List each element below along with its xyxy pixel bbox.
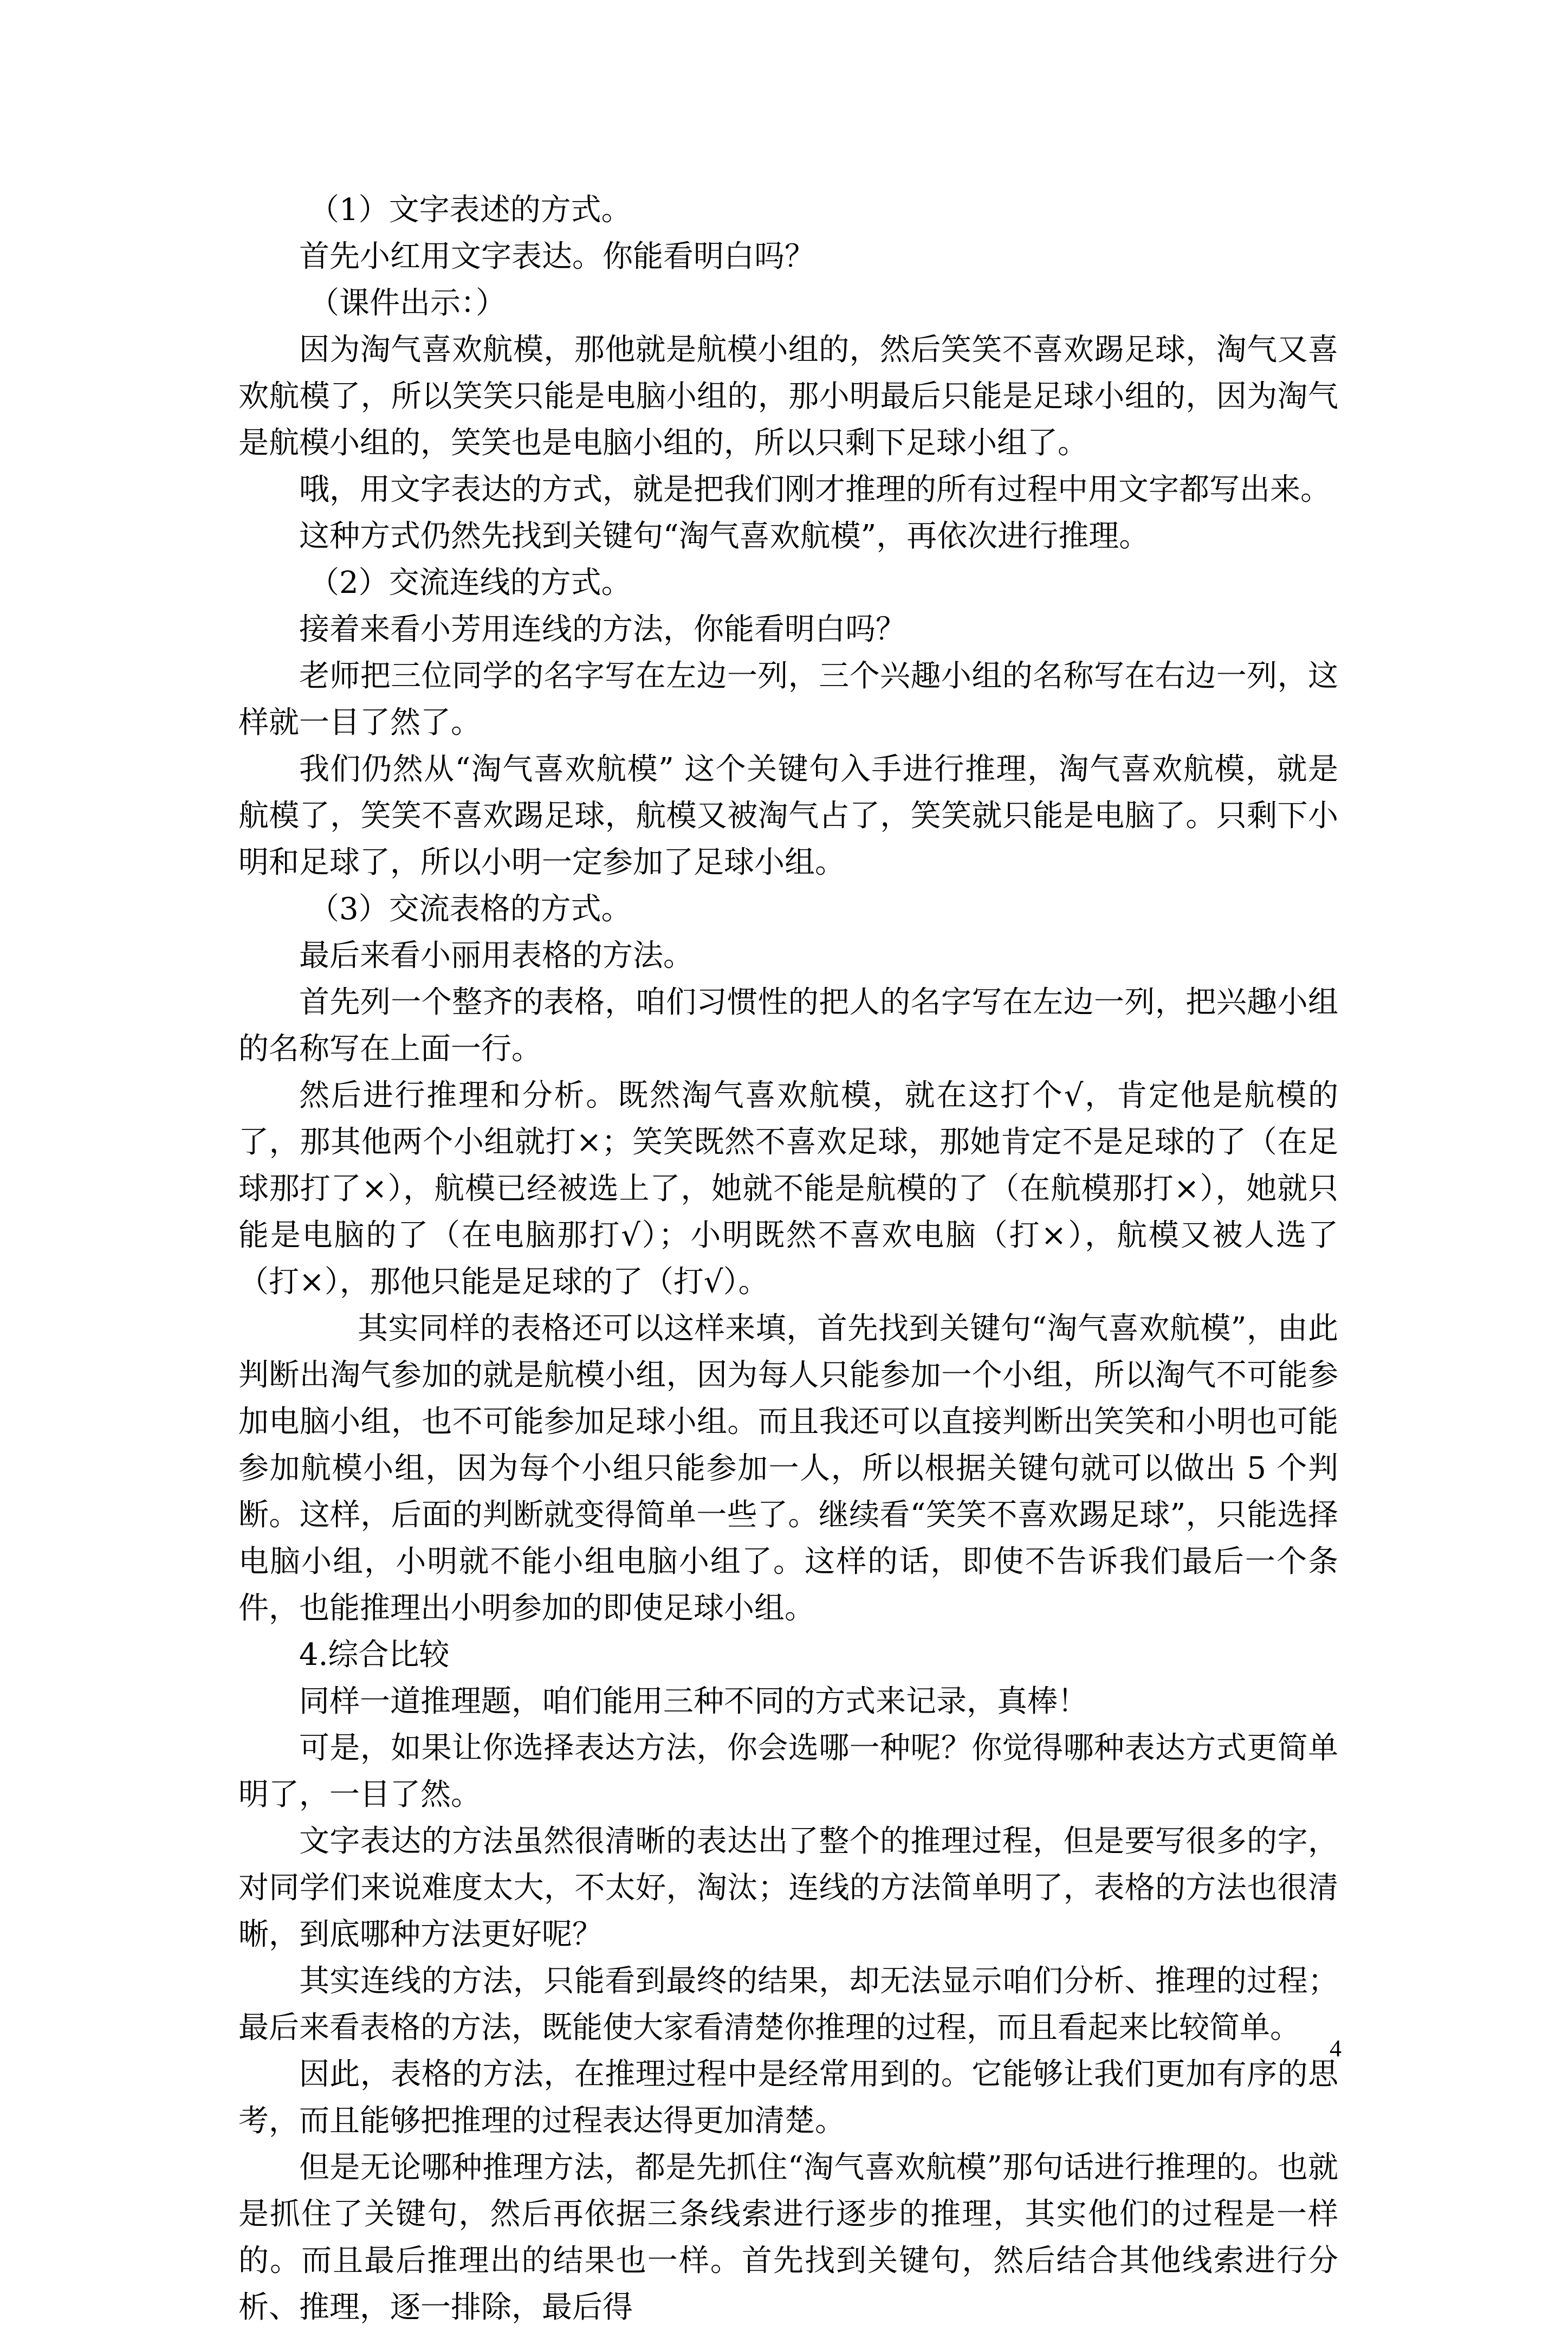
paragraph: 同样一道推理题，咱们能用三种不同的方式来记录，真棒！ (299, 1684, 1088, 1719)
paragraph: 最后来看小丽用表格的方法。 (299, 938, 694, 973)
heading-text-method: （1）文字表述的方式。 (309, 192, 632, 228)
paragraph: 因此，表格的方法，在推理过程中是经常用到的。它能够让我们更加有序的思考，而且能够把推理的过程表达得更加清楚。 (238, 2057, 1338, 2139)
paragraph: （课件出示：） (309, 286, 506, 321)
paragraph: 这种方式仍然先找到关键句“淘气喜欢航模”，再依次进行推理。 (299, 519, 1150, 554)
page-number: 4 (1330, 2035, 1342, 2062)
paragraph: 首先列一个整齐的表格，咱们习惯性的把人的名字写在左边一列，把兴趣小组的名称写在上面一行。 (238, 985, 1338, 1067)
paragraph: 其实同样的表格还可以这样来填，首先找到关键句“淘气喜欢航模”，由此判断出淘气参加的就是航模小组，因为每人只能参加一个小组，所以淘气不可能参加电脑小组，也不可能参加足球小组。而且我还可以直接判断出笑笑和小明也可能参加航模小组，因为每个小组只能参加一人，所以根据关键句就可以做出 5 个判断。这样，后面的判断就变得简单一些了。继续看“笑笑不喜欢踢足球”，只能选择电脑小组，小明就不能小组电脑小组了。这样的话，即使不告诉我们最后一个条件，也能推理出小明参加的即使足球小组。 (238, 1311, 1338, 1626)
paragraph: 然后进行推理和分析。既然淘气喜欢航模，就在这打个√，肯定他是航模的了，那其他两个小组就打×；笑笑既然不喜欢足球，那她肯定不是足球的了（在足球那打了×），航模已经被选上了，她就不能是航模的了（在航模那打×），她就只能是电脑的了（在电脑那打√）；小明既然不喜欢电脑（打×），航模又被人选了（打×），那他只能是足球的了（打√）。 (238, 1078, 1338, 1300)
paragraph: 接着来看小芳用连线的方法，你能看明白吗？ (299, 612, 906, 647)
paragraph: 可是，如果让你选择表达方法，你会选哪一种呢？你觉得哪种表达方式更简单明了，一目了然。 (238, 1731, 1338, 1812)
paragraph: 我们仍然从“淘气喜欢航模” 这个关键句入手进行推理，淘气喜欢航模，就是航模了，笑笑不喜欢踢足球，航模又被淘气占了，笑笑就只能是电脑了。只剩下小明和足球了，所以小明一定参加了足球小组。 (238, 752, 1338, 880)
paragraph: 因为淘气喜欢航模，那他就是航模小组的，然后笑笑不喜欢踢足球，淘气又喜欢航模了，所以笑笑只能是电脑小组的，那小明最后只能是足球小组的，因为淘气是航模小组的，笑笑也是电脑小组的，所以只剩下足球小组了。 (238, 332, 1338, 461)
paragraph: 哦，用文字表达的方式，就是把我们刚才推理的所有过程中用文字都写出来。 (299, 472, 1331, 507)
paragraph: 其实连线的方法，只能看到最终的结果，却无法显示咱们分析、推理的过程；最后来看表格的方法，既能使大家看清楚你推理的过程，而且看起来比较简单。 (238, 1964, 1338, 2045)
paragraph: 首先小红用文字表达。你能看明白吗？ (299, 239, 815, 274)
paragraph: 文字表达的方法虽然很清晰的表达出了整个的推理过程，但是要写很多的字，对同学们来说难度太大，不太好，淘汰；连线的方法简单明了，表格的方法也很清晰，到底哪种方法更好呢？ (238, 1824, 1338, 1952)
paragraph: 老师把三位同学的名字写在左边一列，三个兴趣小组的名称写在右边一列，这样就一目了然了。 (238, 658, 1338, 740)
heading-table-method: （3）交流表格的方式。 (309, 892, 632, 927)
document-body (238, 187, 1338, 2331)
heading-comparison: 4.综合比较 (299, 1637, 450, 1673)
paragraph: 但是无论哪种推理方法，都是先抓住“淘气喜欢航模”那句话进行推理的。也就是抓住了关键句，然后再依据三条线索进行逐步的推理，其实他们的过程是一样的。而且最后推理出的结果也一样。首先找到关键句，然后结合其他线索进行分析、推理，逐一排除，最后得 (238, 2150, 1338, 2325)
heading-line-method: （2）交流连线的方式。 (309, 565, 632, 600)
